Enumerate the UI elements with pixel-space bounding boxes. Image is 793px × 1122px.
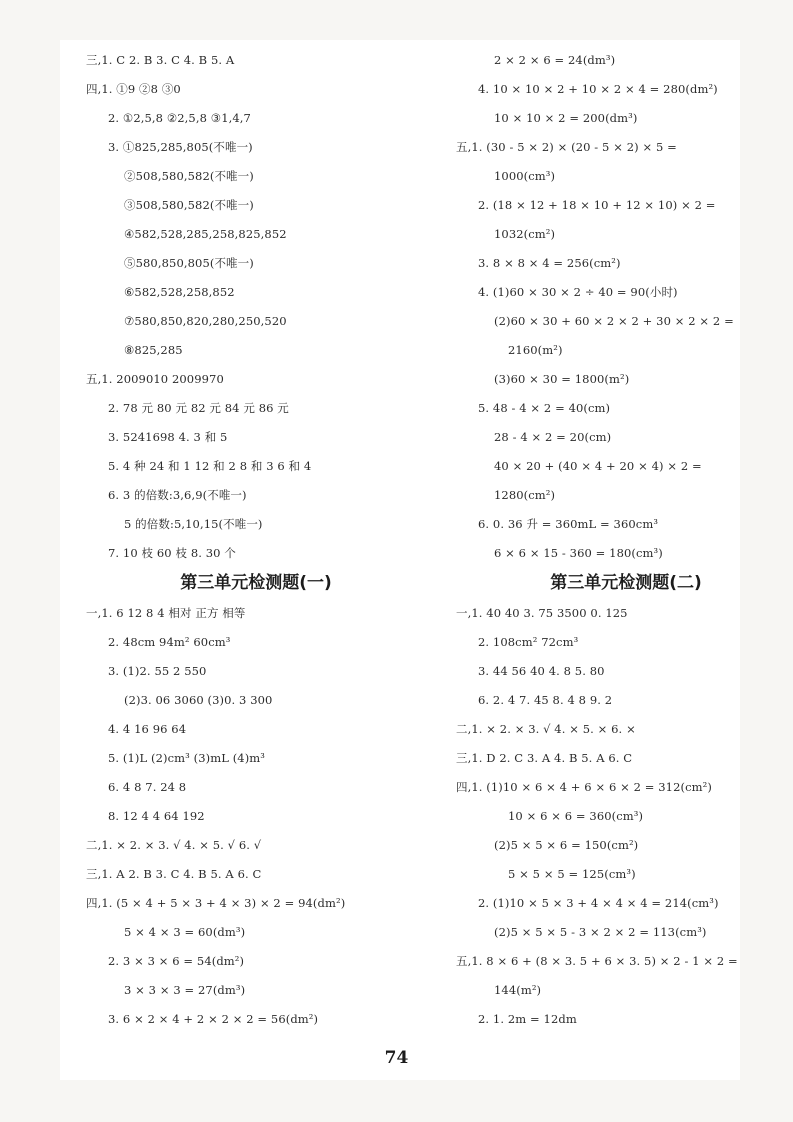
answer-line: 3. 5241698 4. 3 和 5 [108,430,228,444]
answer-line: 4. 4 16 96 64 [108,722,187,736]
answer-line: 8. 12 4 4 64 192 [108,809,205,823]
answer-line: ⑧825,285 [124,343,183,357]
answer-line: 四,1. ①9 ②8 ③0 [86,82,181,96]
answer-line: 一,1. 40 40 3. 75 3500 0. 125 [456,606,628,620]
answer-line: 五,1. 8 × 6 + (8 × 3. 5 + 6 × 3. 5) × 2 - 1 × 2 = [456,954,738,968]
answer-line: ④582,528,285,258,825,852 [124,227,287,241]
answer-line: 三,1. A 2. B 3. C 4. B 5. A 6. C [86,867,262,881]
answer-line: 5 的倍数:5,10,15(不唯一) [124,517,263,531]
page-number: 74 [384,1048,409,1068]
answer-line: 3. 8 × 8 × 4 = 256(cm²) [478,256,621,270]
answer-line: 7. 10 枝 60 枝 8. 30 个 [108,546,236,560]
answer-line: 三,1. D 2. C 3. A 4. B 5. A 6. C [456,751,633,765]
section-title: 第三单元检测题(一) [180,573,332,593]
answer-line: 3. 44 56 40 4. 8 5. 80 [478,664,605,678]
answer-line: 5 × 5 × 5 = 125(cm³) [508,867,636,881]
left-column [86,46,426,1034]
answer-line: 10 × 6 × 6 = 360(cm³) [508,809,644,823]
answer-line: 三,1. C 2. B 3. C 4. B 5. A [86,53,235,67]
answer-line: 2. 3 × 3 × 6 = 54(dm²) [108,954,245,968]
answer-line: 2. 108cm² 72cm³ [478,635,579,649]
answer-line: 二,1. × 2. × 3. √ 4. × 5. √ 6. √ [86,838,262,852]
answer-line: 4. 10 × 10 × 2 + 10 × 2 × 4 = 280(dm²) [478,82,718,96]
answer-line: 2 × 2 × 6 = 24(dm³) [494,53,616,67]
answer-line: (2)60 × 30 + 60 × 2 × 2 + 30 × 2 × 2 = [494,314,734,328]
section-title: 第三单元检测题(二) [550,573,702,593]
answer-line: (2)3. 06 3060 (3)0. 3 300 [124,693,273,707]
answer-line: 3. ①825,285,805(不唯一) [108,140,253,154]
answer-line: 四,1. (1)10 × 6 × 4 + 6 × 6 × 2 = 312(cm²) [456,780,712,794]
answer-line: 5. (1)L (2)cm³ (3)mL (4)m³ [108,751,266,765]
answer-line: 1280(cm²) [494,488,556,502]
answer-line: 1032(cm²) [494,227,556,241]
answer-line: 6. 2. 4 7. 45 8. 4 8 9. 2 [478,693,613,707]
right-column [456,46,793,1034]
answer-line: 2. ①2,5,8 ②2,5,8 ③1,4,7 [108,111,251,125]
answer-line: (2)5 × 5 × 5 - 3 × 2 × 2 = 113(cm³) [494,925,707,939]
answer-line: 3 × 3 × 3 = 27(dm³) [124,983,246,997]
answer-line: 10 × 10 × 2 = 200(dm³) [494,111,638,125]
answer-line: 四,1. (5 × 4 + 5 × 3 + 4 × 3) × 2 = 94(dm²) [86,896,346,910]
answer-line: ③508,580,582(不唯一) [124,198,254,212]
answer-line: 五,1. (30 - 5 × 2) × (20 - 5 × 2) × 5 = [456,140,677,154]
answer-line: 40 × 20 + (40 × 4 + 20 × 4) × 2 = [494,459,702,473]
answer-line: (3)60 × 30 = 1800(m²) [494,372,630,386]
answer-line: 5. 48 - 4 × 2 = 40(cm) [478,401,611,415]
answer-line: 6. 0. 36 升 = 360mL = 360cm³ [478,517,659,531]
answer-line: 3. 6 × 2 × 4 + 2 × 2 × 2 = 56(dm²) [108,1012,319,1026]
answer-line: 一,1. 6 12 8 4 相对 正方 相等 [86,606,246,620]
answer-line: ⑦580,850,820,280,250,520 [124,314,287,328]
answer-line: 五,1. 2009010 2009970 [86,372,224,386]
answer-line: 28 - 4 × 2 = 20(cm) [494,430,612,444]
answer-line: ⑤580,850,805(不唯一) [124,256,254,270]
answer-line: 2160(m²) [508,343,563,357]
answer-line: ②508,580,582(不唯一) [124,169,254,183]
answer-line: 6 × 6 × 15 - 360 = 180(cm³) [494,546,663,560]
answer-line: 2. (1)10 × 5 × 3 + 4 × 4 × 4 = 214(cm³) [478,896,719,910]
answer-line: 5. 4 种 24 和 1 12 和 2 8 和 3 6 和 4 [108,459,312,473]
answer-line: 2. 48cm 94m² 60cm³ [108,635,231,649]
answer-line: 2. 78 元 80 元 82 元 84 元 86 元 [108,401,289,415]
answer-line: 4. (1)60 × 30 × 2 ÷ 40 = 90(小时) [478,285,678,299]
answer-line: 二,1. × 2. × 3. √ 4. × 5. × 6. × [456,722,636,736]
answer-line: 2. (18 × 12 + 18 × 10 + 12 × 10) × 2 = [478,198,716,212]
answer-line: 6. 4 8 7. 24 8 [108,780,187,794]
answer-line: ⑥582,528,258,852 [124,285,235,299]
answer-line: 2. 1. 2m = 12dm [478,1012,577,1026]
answer-line: (2)5 × 5 × 6 = 150(cm²) [494,838,639,852]
answer-line: 1000(cm³) [494,169,556,183]
answer-line: 5 × 4 × 3 = 60(dm³) [124,925,246,939]
answer-line: 6. 3 的倍数:3,6,9(不唯一) [108,488,247,502]
answer-line: 3. (1)2. 55 2 550 [108,664,207,678]
answer-line: 144(m²) [494,983,542,997]
